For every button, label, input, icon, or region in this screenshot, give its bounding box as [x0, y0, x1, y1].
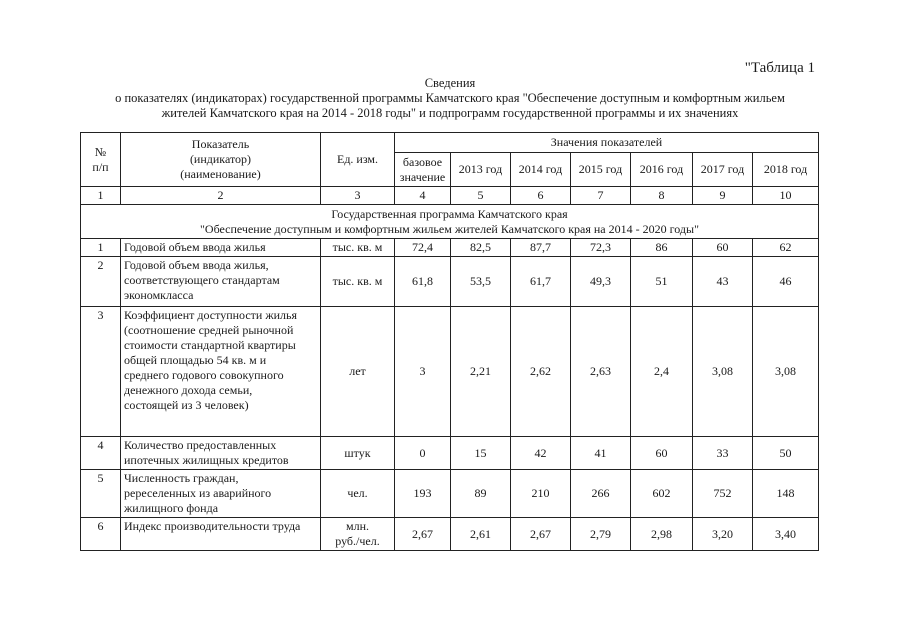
value-cell: 51: [631, 257, 693, 307]
value-cell: 33: [693, 437, 753, 470]
indicator-name: Годовой объем ввода жилья, соответствующего стандартам экономкласса: [121, 257, 321, 307]
table-row: [81, 307, 819, 437]
program-title-row: [81, 205, 819, 239]
row-number: 2: [81, 257, 121, 307]
value-cell: 89: [451, 470, 511, 518]
unit-cell: лет: [321, 307, 395, 437]
value-cell: 43: [693, 257, 753, 307]
value-cell: 210: [511, 470, 571, 518]
value-cell: 2,61: [451, 518, 511, 551]
value-cell: 46: [753, 257, 819, 307]
value-cell: 2,63: [571, 307, 631, 437]
header-year: 2017 год: [693, 153, 753, 187]
document-heading: [80, 76, 820, 121]
column-number: 10: [753, 187, 819, 205]
value-cell: 82,5: [451, 239, 511, 257]
value-cell: 3,40: [753, 518, 819, 551]
value-cell: 72,3: [571, 239, 631, 257]
value-cell: 3,08: [753, 307, 819, 437]
column-number: 8: [631, 187, 693, 205]
row-number: 6: [81, 518, 121, 551]
column-number: 2: [121, 187, 321, 205]
unit-cell: чел.: [321, 470, 395, 518]
table-row: [81, 470, 819, 518]
value-cell: 2,67: [395, 518, 451, 551]
column-number: 3: [321, 187, 395, 205]
table-row: [81, 257, 819, 307]
header-base: базовое значение: [395, 153, 451, 187]
row-number: 1: [81, 239, 121, 257]
header-year: 2018 год: [753, 153, 819, 187]
indicator-name: Годовой объем ввода жилья: [121, 239, 321, 257]
indicator-name: Индекс производительности труда: [121, 518, 321, 551]
value-cell: 72,4: [395, 239, 451, 257]
value-cell: 61,7: [511, 257, 571, 307]
column-number: 6: [511, 187, 571, 205]
value-cell: 148: [753, 470, 819, 518]
value-cell: 2,98: [631, 518, 693, 551]
value-cell: 752: [693, 470, 753, 518]
column-number: 5: [451, 187, 511, 205]
unit-cell: штук: [321, 437, 395, 470]
value-cell: 49,3: [571, 257, 631, 307]
header-num: № п/п: [81, 133, 121, 187]
value-cell: 266: [571, 470, 631, 518]
value-cell: 3,08: [693, 307, 753, 437]
table-row: [81, 239, 819, 257]
unit-cell: тыс. кв. м: [321, 257, 395, 307]
indicator-name: Количество предоставленных ипотечных жилищных кредитов: [121, 437, 321, 470]
table-number-label: "Таблица 1: [744, 60, 815, 76]
column-number: 7: [571, 187, 631, 205]
column-number: 9: [693, 187, 753, 205]
header-values-group: Значения показателей: [395, 133, 819, 153]
header-year: 2013 год: [451, 153, 511, 187]
value-cell: 87,7: [511, 239, 571, 257]
value-cell: 2,21: [451, 307, 511, 437]
header-row: [81, 133, 819, 153]
heading-line: о показателях (индикаторах) государственной программы Камчатского края "Обеспечение доступным и комфортным жильем: [115, 91, 785, 105]
header-unit: Ед. изм.: [321, 133, 395, 187]
value-cell: 0: [395, 437, 451, 470]
value-cell: 3,20: [693, 518, 753, 551]
row-number: 5: [81, 470, 121, 518]
value-cell: 2,79: [571, 518, 631, 551]
program-title: Государственная программа Камчатского края "Обеспечение доступным и комфортным жильем жителей Камчатского края на 2014 - 2020 годы": [81, 205, 819, 239]
value-cell: 2,4: [631, 307, 693, 437]
value-cell: 86: [631, 239, 693, 257]
column-number: 4: [395, 187, 451, 205]
header-year: 2016 год: [631, 153, 693, 187]
indicator-name: Коэффициент доступности жилья (соотношение средней рыночной стоимости стандартной квартиры общей площадью 54 кв. м и среднего годового совокупного денежного дохода семьи, состоящей из 3 человек): [121, 307, 321, 437]
table-row: [81, 437, 819, 470]
value-cell: 193: [395, 470, 451, 518]
table-body: [81, 133, 819, 551]
indicators-table: [80, 132, 819, 551]
value-cell: 41: [571, 437, 631, 470]
header-year: 2014 год: [511, 153, 571, 187]
value-cell: 2,62: [511, 307, 571, 437]
row-number: 4: [81, 437, 121, 470]
column-number-row: [81, 187, 819, 205]
value-cell: 53,5: [451, 257, 511, 307]
heading-line: Сведения: [424, 76, 476, 90]
value-cell: 2,67: [511, 518, 571, 551]
value-cell: 42: [511, 437, 571, 470]
value-cell: 60: [693, 239, 753, 257]
table-row: [81, 518, 819, 551]
value-cell: 60: [631, 437, 693, 470]
unit-cell: млн. руб./чел.: [321, 518, 395, 551]
indicator-name: Численность граждан, pереселенных из аварийного жилищного фонда: [121, 470, 321, 518]
heading-line: жителей Камчатского края на 2014 - 2018 годы" и подпрограмм государственной программы и их значениях: [161, 106, 739, 120]
header-indicator: Показатель (индикатор) (наименование): [121, 133, 321, 187]
value-cell: 602: [631, 470, 693, 518]
value-cell: 62: [753, 239, 819, 257]
value-cell: 3: [395, 307, 451, 437]
column-number: 1: [81, 187, 121, 205]
row-number: 3: [81, 307, 121, 437]
value-cell: 61,8: [395, 257, 451, 307]
value-cell: 15: [451, 437, 511, 470]
header-year: 2015 год: [571, 153, 631, 187]
value-cell: 50: [753, 437, 819, 470]
unit-cell: тыс. кв. м: [321, 239, 395, 257]
